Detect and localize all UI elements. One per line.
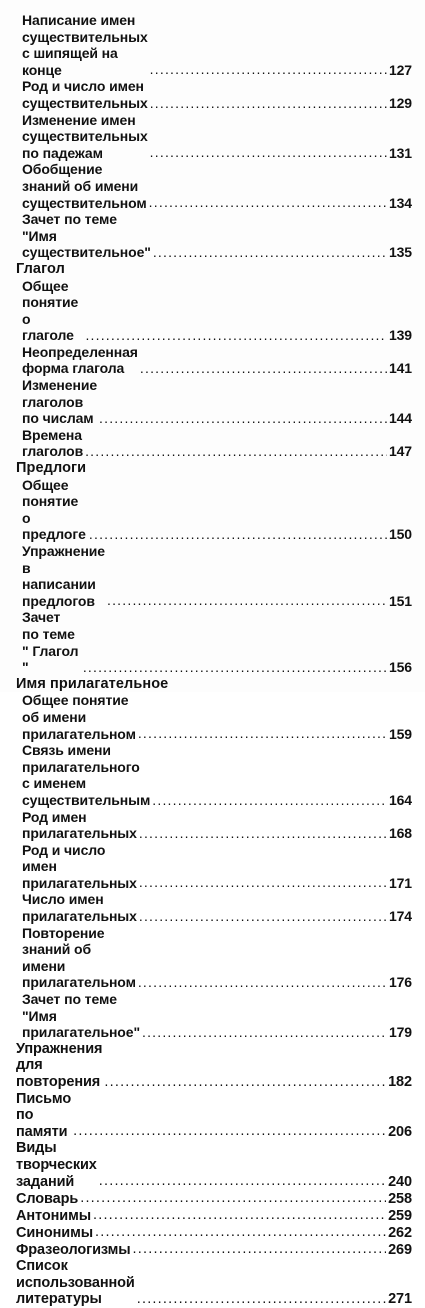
toc-entry-title: Род имен прилагательных xyxy=(22,808,137,842)
toc-page-number: 182 xyxy=(388,1074,412,1090)
toc-page-number: 168 xyxy=(388,825,412,842)
toc-page-number: 150 xyxy=(388,526,412,543)
toc-entry xyxy=(16,1091,412,1141)
toc-entry-title: Упражнение в написании предлогов xyxy=(22,543,105,609)
toc-entry-title: Синонимы xyxy=(16,1224,93,1241)
toc-page-number: 131 xyxy=(388,144,412,161)
toc-page-number: 164 xyxy=(388,791,412,808)
toc-entry xyxy=(16,1041,412,1091)
dot-leader xyxy=(149,194,387,208)
dot-leader xyxy=(137,1291,386,1305)
toc-section-heading xyxy=(16,676,412,693)
dot-leader xyxy=(139,874,387,888)
toc-page-number: 159 xyxy=(388,725,412,742)
toc-entry xyxy=(22,742,412,808)
toc-entry xyxy=(22,344,412,377)
dot-leader xyxy=(150,61,387,75)
toc-entry-title: Изменение глаголов по числам xyxy=(22,377,98,427)
toc-entry xyxy=(16,1140,412,1190)
toc-page-number: 134 xyxy=(388,194,412,211)
toc-entry-title: Зачет по теме "Имя прилагательное" xyxy=(22,991,140,1041)
toc-entry xyxy=(22,78,412,111)
dot-leader xyxy=(138,725,387,739)
toc-page-number: 151 xyxy=(388,592,412,609)
toc-page-number: 156 xyxy=(388,659,412,676)
toc-entry-title: Список использованной литературы xyxy=(16,1258,135,1308)
toc-section-heading xyxy=(16,261,412,278)
toc-page-number: 135 xyxy=(388,244,412,261)
toc-entry-title: Предлоги xyxy=(16,460,87,477)
toc-page-number: 176 xyxy=(388,974,412,991)
toc-entry-title: Зачет по теме " Глагол " xyxy=(22,609,79,676)
dot-leader xyxy=(150,95,387,109)
dot-leader xyxy=(89,526,387,540)
dot-leader xyxy=(138,974,387,988)
toc-page-number: 147 xyxy=(388,443,412,460)
dot-leader xyxy=(152,792,387,806)
toc-entry xyxy=(22,543,412,609)
toc-entry xyxy=(22,891,412,924)
toc-entry-title: Общее понятие об имени прилагательном xyxy=(22,692,136,742)
toc-entry-title: Неопределенная форма глагола xyxy=(22,343,138,377)
toc-entry-title: Глагол xyxy=(16,260,65,277)
toc-section-heading xyxy=(16,460,412,477)
toc-entry xyxy=(22,278,412,344)
toc-entry xyxy=(22,609,412,675)
toc-entry-title: Род и число имен существительных xyxy=(22,78,148,111)
dot-leader xyxy=(80,1190,386,1204)
toc-entry-title: Словарь xyxy=(16,1190,79,1207)
toc-page-number: 174 xyxy=(388,908,412,925)
dot-leader xyxy=(133,1241,387,1255)
toc-entry xyxy=(22,842,412,892)
toc-entry-title: Род и число имен прилагательных xyxy=(22,841,137,891)
table-of-contents xyxy=(16,12,412,1308)
toc-page-number: 144 xyxy=(388,410,412,427)
toc-entry xyxy=(22,692,412,742)
dot-leader xyxy=(107,592,387,606)
toc-page-number: 262 xyxy=(388,1224,412,1241)
dot-leader xyxy=(139,825,387,839)
toc-entry xyxy=(16,1241,412,1258)
dot-leader xyxy=(99,1173,386,1187)
toc-entry xyxy=(22,12,412,78)
toc-entry-title: Обобщение знаний об имени существительном xyxy=(22,161,147,211)
dot-leader xyxy=(93,1207,386,1221)
toc-entry xyxy=(16,1190,412,1207)
toc-entry xyxy=(22,211,412,261)
toc-page-number: 179 xyxy=(388,1024,412,1041)
toc-entry xyxy=(16,1224,412,1241)
dot-leader xyxy=(99,410,387,424)
toc-entry xyxy=(22,991,412,1041)
dot-leader xyxy=(85,327,387,341)
toc-entry-title: Упражнения для повторения xyxy=(16,1040,103,1090)
dot-leader xyxy=(153,244,387,258)
toc-entry xyxy=(22,925,412,991)
dot-leader xyxy=(142,1024,387,1038)
toc-page-number: 139 xyxy=(388,327,412,344)
toc-page-number: 240 xyxy=(388,1173,412,1190)
dot-leader xyxy=(139,908,387,922)
toc-entry-title: Общее понятие о предлоге xyxy=(22,476,86,543)
toc-page-number: 141 xyxy=(388,360,412,377)
toc-page-number: 259 xyxy=(388,1207,412,1224)
dot-leader xyxy=(95,1224,386,1238)
toc-entry-title: Написание имен существительных с шипящей на конце xyxy=(22,12,148,78)
toc-entry xyxy=(22,809,412,842)
toc-entry xyxy=(22,477,412,543)
dot-leader xyxy=(85,443,387,457)
toc-entry-title: Число имен прилагательных xyxy=(22,891,137,925)
toc-entry-title: Изменение имен существительных по падежам xyxy=(22,111,148,161)
dot-leader xyxy=(104,1074,386,1088)
toc-entry xyxy=(22,377,412,427)
dot-leader xyxy=(83,659,387,673)
toc-entry xyxy=(22,427,412,460)
toc-page-number: 258 xyxy=(388,1190,412,1207)
toc-entry-title: Повторение знаний об имени прилагательном xyxy=(22,924,136,991)
toc-entry xyxy=(22,161,412,211)
toc-page-number: 206 xyxy=(388,1123,412,1140)
toc-entry-title: Зачет по теме "Имя существительное" xyxy=(22,211,151,261)
dot-leader xyxy=(150,144,387,158)
toc-page-number: 129 xyxy=(388,94,412,111)
toc-page-number: 171 xyxy=(388,874,412,891)
toc-entry-title: Времена глаголов xyxy=(22,426,84,460)
toc-entry-title: Имя прилагательное xyxy=(16,675,169,692)
toc-entry-title: Связь имени прилагательного с именем существительным xyxy=(22,742,151,808)
toc-entry-title: Виды творческих заданий xyxy=(16,1140,97,1190)
toc-entry xyxy=(16,1207,412,1224)
toc-page-number: 127 xyxy=(388,61,412,78)
toc-entry-title: Фразеологизмы xyxy=(16,1241,131,1258)
toc-entry xyxy=(22,112,412,162)
dot-leader xyxy=(73,1123,386,1137)
toc-entry-title: Общее понятие о глаголе xyxy=(22,277,79,344)
dot-leader xyxy=(140,360,387,374)
toc-page-number: 269 xyxy=(388,1241,412,1258)
toc-page-number: 271 xyxy=(388,1291,412,1308)
toc-entry-title: Письмо по памяти xyxy=(16,1090,72,1140)
toc-entry xyxy=(16,1258,412,1308)
toc-entry-title: Антонимы xyxy=(16,1207,91,1224)
